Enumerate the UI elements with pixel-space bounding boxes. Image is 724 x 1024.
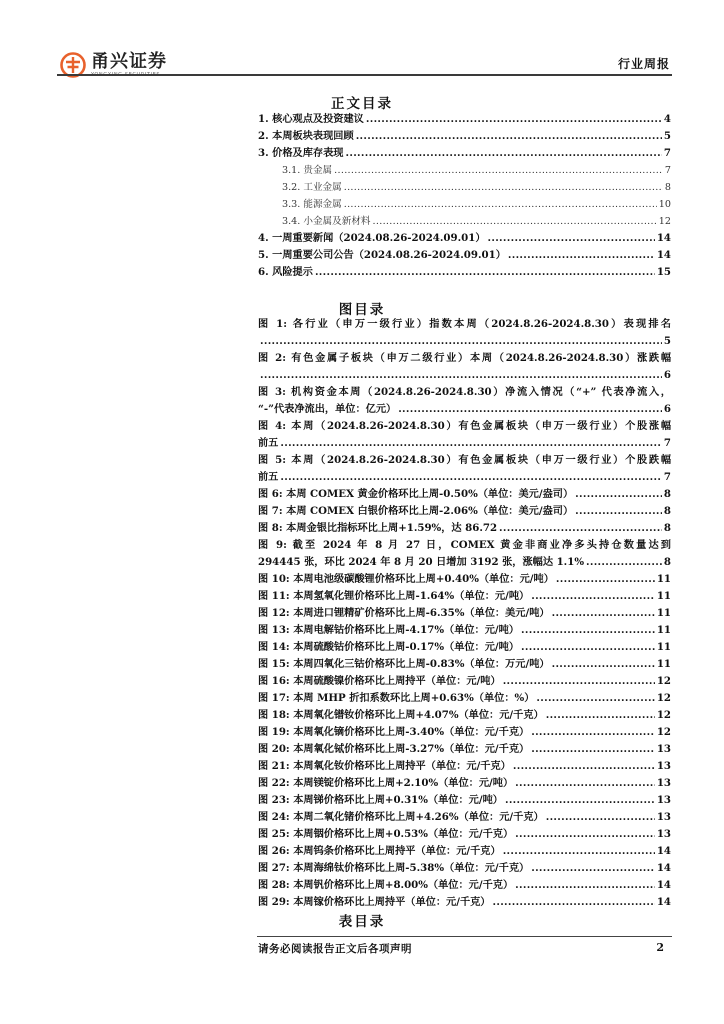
figure-entry[interactable] [258, 826, 671, 843]
figure-entry-page: 7 [663, 471, 671, 483]
figure-leader [280, 469, 662, 486]
figure-entry-page: 11 [656, 590, 671, 602]
figure-entry-page: 13 [656, 811, 671, 823]
toc-entry[interactable] [258, 162, 671, 179]
figure-entry-page: 7 [663, 437, 671, 449]
figure-leader [586, 554, 662, 571]
figure-entry-label: 图 10: 本周电池级碳酸锂价格环比上周+0.40%（单位：元/吨） [258, 573, 554, 585]
figure-entry-page: 12 [656, 709, 671, 721]
figure-entry-label: 图 1: 各行业（申万一级行业）指数本周（2024.8.26-2024.8.30）表现排名 [258, 318, 671, 330]
figure-entry-label: 图 11: 本周氢氧化锂价格环比上周-1.64%（单位：元/吨） [258, 590, 530, 602]
toc-leader [334, 162, 663, 179]
figure-entry-label: 图 12: 本周进口锂精矿价格环比上周-6.35%（单位：美元/吨） [258, 607, 550, 619]
toc-leader [344, 196, 657, 213]
figures-list [258, 316, 671, 911]
figure-entry-page: 11 [656, 573, 671, 585]
figure-entry-page: 11 [656, 641, 671, 653]
figure-leader [398, 401, 662, 418]
figure-leader [521, 639, 655, 656]
toc-entry[interactable] [258, 247, 671, 264]
figure-entry-label: 图 22: 本周镁锭价格环比上周+2.10%（单位：元/吨） [258, 777, 514, 789]
figure-leader [505, 792, 655, 809]
figure-entry-page: 12 [656, 726, 671, 738]
toc-entry-page: 4 [663, 113, 671, 125]
figure-entry-label: 图 21: 本周氧化钕价格环比上周持平（单位：元/千克） [258, 760, 511, 772]
figure-entry-label: 图 29: 本周镓价格环比上周持平（单位：元/千克） [258, 896, 491, 908]
figure-entry-page: 14 [656, 862, 671, 874]
figure-leader [260, 333, 662, 350]
toc-leader [344, 179, 663, 196]
figure-entry-label: 图 15: 本周四氧化三钴价格环比上周-0.83%（单位：万元/吨） [258, 658, 550, 670]
toc-entry-page: 15 [656, 266, 671, 278]
toc-entry-label: 4. 一周重要新闻（2024.08.26-2024.09.01） [258, 232, 486, 244]
figure-entry-page: 5 [663, 335, 671, 347]
figure-entry-label: 图 5: 本周（2024.8.26-2024.8.30）有色金属板块（申万一级行业）个股跌幅 [258, 454, 671, 466]
figure-entry-label: 图 27: 本周海绵钛价格环比上周-5.38%（单位：元/千克） [258, 862, 530, 874]
figure-entry-label: 图 7: 本周 COMEX 白银价格环比上周-2.06%（单位：美元/盎司） [258, 505, 574, 517]
figure-entry[interactable] [258, 656, 671, 673]
toc-entry-page: 14 [656, 249, 671, 261]
figure-entry-label: 图 2: 有色金属子板块（申万二级行业）本周（2024.8.26-2024.8.30）涨跌幅 [258, 352, 671, 364]
contents-list [258, 111, 671, 281]
figure-entry-label: 图 18: 本周氧化镨钕价格环比上周+4.07%（单位：元/千克） [258, 709, 544, 721]
figure-entry[interactable] [258, 741, 671, 758]
figure-leader [503, 673, 655, 690]
figure-entry[interactable] [258, 809, 671, 826]
figure-leader [552, 605, 655, 622]
figure-entry[interactable] [258, 350, 671, 384]
contents-title: 正文目录 [331, 96, 393, 112]
figure-entry[interactable] [258, 520, 671, 537]
figure-entry[interactable] [258, 384, 671, 418]
figure-leader [531, 741, 655, 758]
figure-leader [552, 656, 655, 673]
figure-entry-page: 13 [656, 743, 671, 755]
figure-leader [521, 622, 655, 639]
figure-entry-page: 13 [656, 828, 671, 840]
figure-leader [546, 707, 655, 724]
figure-entry-page: 8 [663, 488, 671, 500]
figure-leader [515, 775, 655, 792]
figure-entry[interactable] [258, 894, 671, 911]
figure-entry-label: “-”代表净流出，单位：亿元） [258, 403, 397, 415]
figure-entry-label: 图 9: 截至 2024 年 8 月 27 日，COMEX 黄金非商业净多头持仓数量达到 [258, 539, 671, 551]
figure-leader [493, 894, 655, 911]
figure-leader [531, 588, 655, 605]
figure-entry[interactable] [258, 622, 671, 639]
figure-entry-page: 8 [663, 522, 671, 534]
figure-entry-label: 图 4: 本周（2024.8.26-2024.8.30）有色金属板块（申万一级行业）个股涨幅 [258, 420, 671, 432]
figure-leader [531, 860, 655, 877]
figure-entry-label: 图 20: 本周氧化铽价格环比上周-3.27%（单位：元/千克） [258, 743, 530, 755]
figure-entry-label: 图 13: 本周电解钴价格环比上周-4.17%（单位：元/吨） [258, 624, 520, 636]
brand-logo [60, 52, 190, 82]
toc-leader [356, 128, 662, 145]
figure-entry[interactable] [258, 571, 671, 588]
toc-entry-label: 3.3. 能源金属 [282, 199, 342, 210]
figure-entry[interactable] [258, 673, 671, 690]
figure-entry[interactable] [258, 503, 671, 520]
figure-entry-label: 图 24: 本周二氧化锗价格环比上周+4.26%（单位：元/千克） [258, 811, 544, 823]
figure-entry-page: 11 [656, 658, 671, 670]
figure-entry-label: 图 19: 本周氧化镝价格环比上周-3.40%（单位：元/千克） [258, 726, 530, 738]
figure-entry-label: 图 16: 本周硫酸镍价格环比上周持平（单位：元/吨） [258, 675, 501, 687]
figure-leader [531, 724, 655, 741]
document-type: 行业周报 [617, 57, 670, 71]
toc-entry-label: 3. 价格及库存表现 [258, 147, 344, 159]
figure-leader [260, 367, 662, 384]
figure-entry-page: 6 [663, 403, 671, 415]
toc-entry-label: 3.1. 贵金属 [282, 165, 333, 176]
figure-entry[interactable] [258, 860, 671, 877]
figure-entry[interactable] [258, 605, 671, 622]
header-divider [57, 74, 672, 76]
figure-entry[interactable] [258, 792, 671, 809]
toc-entry[interactable] [258, 264, 671, 281]
figure-entry-label: 图 6: 本周 COMEX 黄金价格环比上周-0.50%（单位：美元/盎司） [258, 488, 574, 500]
figure-entry-page: 11 [656, 607, 671, 619]
figure-entry-page: 12 [656, 675, 671, 687]
figure-entry-page: 14 [656, 845, 671, 857]
toc-entry-label: 3.4. 小金属及新材料 [282, 216, 371, 227]
figure-entry[interactable] [258, 588, 671, 605]
figure-entry-page: 11 [656, 624, 671, 636]
figure-entry-page: 12 [656, 692, 671, 704]
figure-leader [575, 503, 662, 520]
figure-entry-page: 13 [656, 760, 671, 772]
figure-leader [515, 826, 655, 843]
toc-entry[interactable] [258, 145, 671, 162]
footer-divider [257, 936, 672, 937]
figure-leader [499, 520, 662, 537]
toc-leader [366, 111, 662, 128]
footer-disclaimer: 请务必阅读报告正文后各项声明 [258, 943, 412, 955]
toc-entry-label: 3.2. 工业金属 [282, 182, 342, 193]
toc-entry[interactable] [258, 111, 671, 128]
figure-entry[interactable] [258, 537, 671, 571]
figure-entry[interactable] [258, 758, 671, 775]
figure-entry[interactable] [258, 843, 671, 860]
figure-entry-label: 图 25: 本周铟价格环比上周+0.53%（单位：元/千克） [258, 828, 514, 840]
toc-entry-page: 8 [664, 182, 671, 193]
brand-name: 甬兴证券 [91, 51, 167, 72]
figure-entry[interactable] [258, 316, 671, 350]
toc-leader [508, 247, 655, 264]
figures-title: 图目录 [338, 302, 386, 318]
figure-entry-page: 13 [656, 794, 671, 806]
figure-entry-label: 前五 [258, 437, 279, 449]
toc-entry-page: 12 [658, 216, 671, 227]
toc-entry[interactable] [258, 213, 671, 230]
toc-entry-label: 2. 本周板块表现回顾 [258, 130, 354, 142]
figure-leader [575, 486, 662, 503]
figure-entry-label: 294445 张，环比 2024 年 8 月 20 日增加 3192 张，涨幅达 1.1% [258, 556, 584, 568]
figure-leader [513, 758, 655, 775]
figure-entry[interactable] [258, 877, 671, 894]
figure-entry-page: 8 [663, 556, 671, 568]
toc-entry-label: 1. 核心观点及投资建议 [258, 113, 364, 125]
toc-leader [488, 230, 655, 247]
toc-entry[interactable] [258, 230, 671, 247]
toc-entry-page: 7 [664, 165, 671, 176]
figure-entry-page: 13 [656, 777, 671, 789]
toc-entry-label: 6. 风险提示 [258, 266, 313, 278]
brand-name-en: YONGXING SECURITIES [91, 72, 161, 78]
figure-entry-label: 图 28: 本周钒价格环比上周+8.00%（单位：元/千克） [258, 879, 514, 891]
figure-entry-page: 8 [663, 505, 671, 517]
figure-entry-label: 图 26: 本周钨条价格环比上周持平（单位：元/千克） [258, 845, 501, 857]
toc-entry[interactable] [258, 128, 671, 145]
figure-entry[interactable] [258, 724, 671, 741]
figure-entry[interactable] [258, 707, 671, 724]
toc-leader [373, 213, 657, 230]
figure-entry[interactable] [258, 690, 671, 707]
figure-entry[interactable] [258, 452, 671, 486]
toc-entry[interactable] [258, 196, 671, 213]
figure-entry-label: 图 3: 机构资金本周（2024.8.26-2024.8.30）净流入情况（“+” 代表净流入， [258, 386, 671, 398]
figure-entry-label: 图 14: 本周硫酸钴价格环比上周-0.17%（单位：元/吨） [258, 641, 520, 653]
figure-entry[interactable] [258, 418, 671, 452]
tables-title: 表目录 [338, 914, 386, 930]
toc-leader [346, 145, 662, 162]
toc-entry[interactable] [258, 179, 671, 196]
figure-entry-page: 14 [656, 879, 671, 891]
figure-leader [503, 843, 655, 860]
figure-entry-page: 6 [663, 369, 671, 381]
toc-entry-label: 5. 一周重要公司公告（2024.08.26-2024.09.01） [258, 249, 506, 261]
figure-entry-label: 图 23: 本周锑价格环比上周+0.31%（单位：元/吨） [258, 794, 503, 806]
toc-leader [315, 264, 655, 281]
figure-leader [556, 571, 655, 588]
figure-leader [280, 435, 662, 452]
page-number: 2 [656, 941, 664, 954]
figure-entry[interactable] [258, 639, 671, 656]
figure-entry[interactable] [258, 486, 671, 503]
toc-entry-page: 10 [658, 199, 671, 210]
figure-entry-label: 图 17: 本周 MHP 折扣系数环比上周+0.63%（单位：%） [258, 692, 535, 704]
figure-entry-label: 前五 [258, 471, 279, 483]
figure-leader [546, 809, 655, 826]
toc-entry-page: 5 [663, 130, 671, 142]
figure-leader [515, 877, 655, 894]
toc-entry-page: 14 [656, 232, 671, 244]
toc-entry-page: 7 [663, 147, 671, 159]
figure-entry-label: 图 8: 本周金银比指标环比上周+1.59%，达 86.72 [258, 522, 498, 534]
figure-entry-page: 14 [656, 896, 671, 908]
figure-leader [536, 690, 654, 707]
figure-entry[interactable] [258, 775, 671, 792]
